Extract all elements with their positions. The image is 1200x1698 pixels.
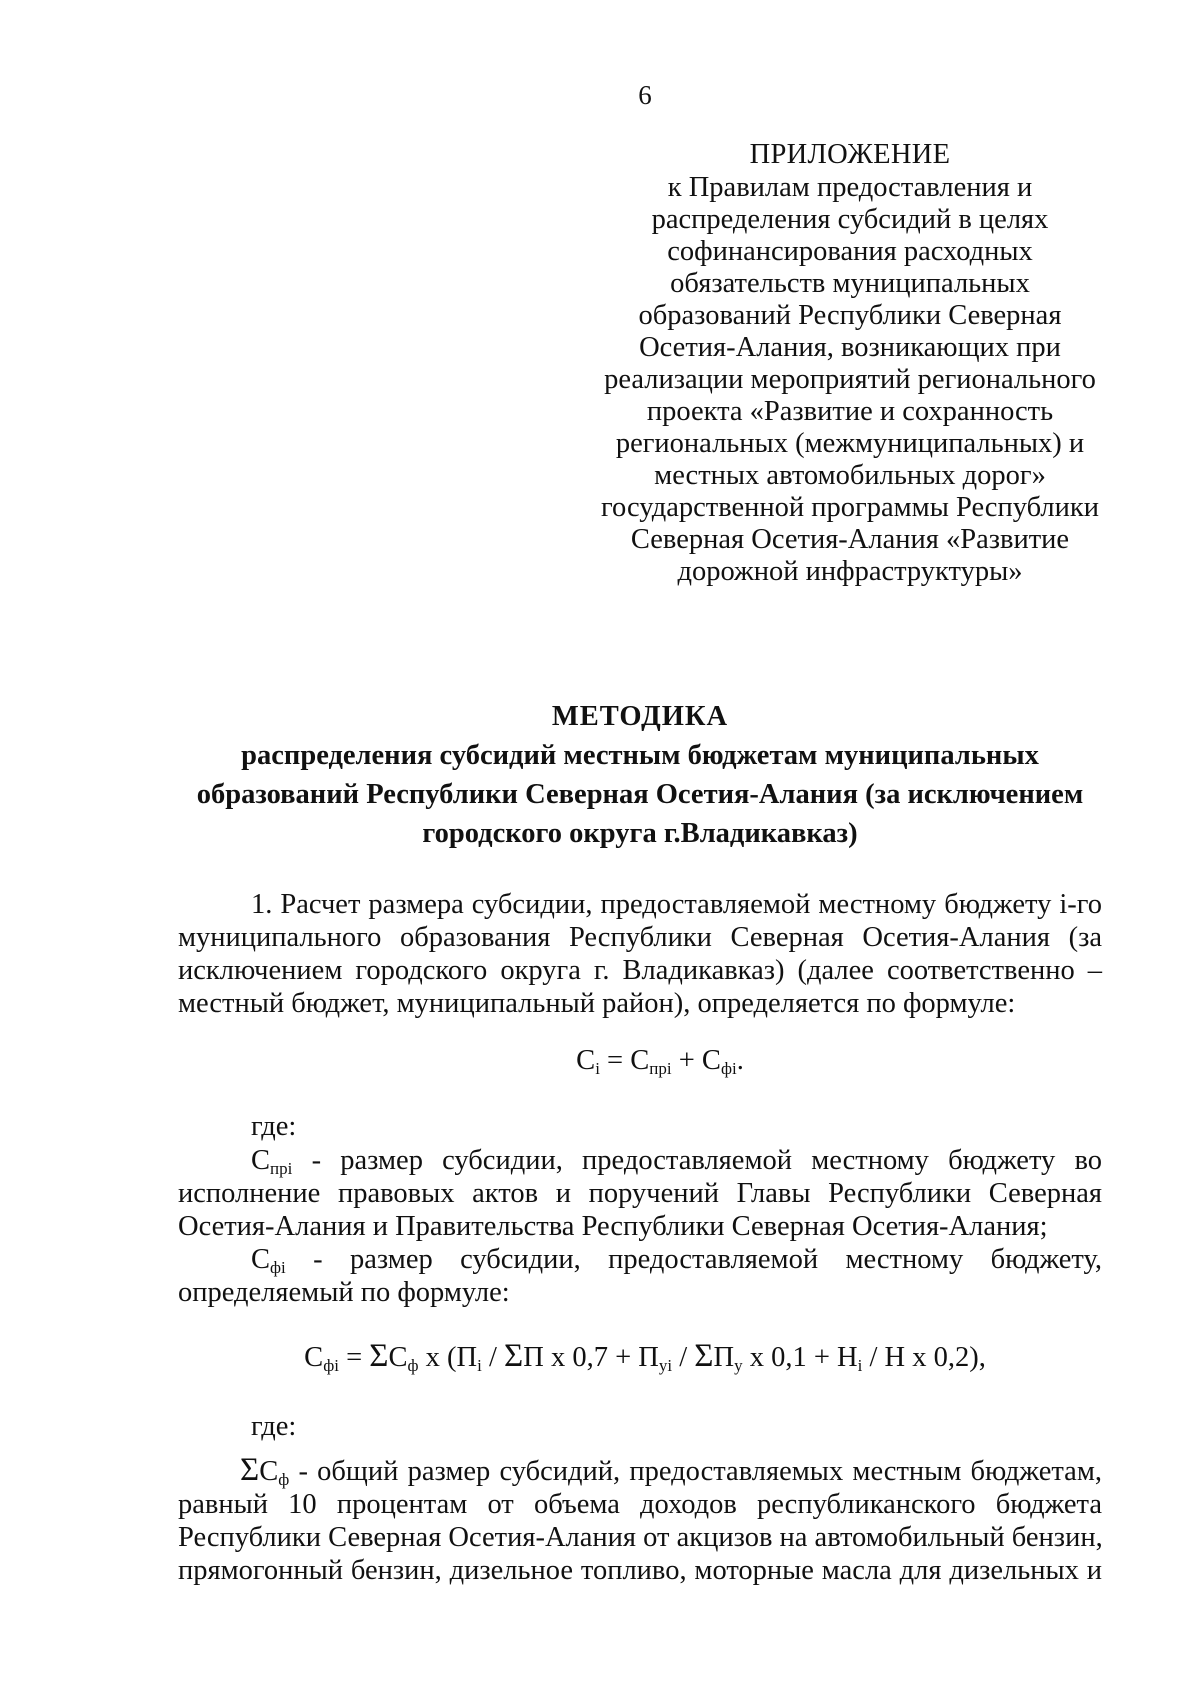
document-title — [160, 697, 1120, 853]
appendix-line: реализации мероприятий регионального — [604, 364, 1096, 395]
paragraph-line: исключением городского округа г. Владикавказ) (далее соответственно – — [178, 955, 1102, 986]
appendix-line: местных автомобильных дорог» — [654, 460, 1046, 491]
definition-line: равный 10 процентам от объема доходов республиканского бюджета — [178, 1489, 1102, 1520]
definition-line: $C_{фi}$ - размер субсидии, предоставляемой местному бюджету, — [251, 1244, 1103, 1277]
appendix-line: к Правилам предоставления и — [667, 172, 1033, 203]
appendix-heading: ПРИЛОЖЕНИЕ — [749, 139, 951, 170]
formula-distribution: $C_{фi} = \Sigma C_ф$ x ($П_i$ / ΣП x $0,7 + П_{yi} / \Sigma П_y$ x $0,1 + H_i / H$ x 0,2), — [304, 1338, 986, 1375]
appendix-line: региональных (межмуниципальных) и — [615, 428, 1085, 459]
definition-line: исполнение правовых актов и поручений Главы Республики Северная — [178, 1178, 1102, 1209]
definition-line: Республики Северная Осетия-Алания от акцизов на автомобильный бензин, — [178, 1522, 1103, 1553]
title-heading: МЕТОДИКА — [551, 701, 729, 732]
appendix-line: государственной программы Республики — [601, 492, 1099, 523]
title-line: городского округа г.Владикавказ) — [422, 818, 858, 849]
where-label: где: — [251, 1111, 297, 1142]
appendix-line: Осетия-Алания, возникающих при — [639, 332, 1061, 363]
definition-line: Осетия-Алания и Правительства Республики Северная Осетия-Алания; — [178, 1211, 1048, 1242]
paragraph-line: муниципального образования Республики Северная Осетия-Алания (за — [178, 922, 1102, 953]
formula-total: $C_i = C_{прi} + C_{фi}$. — [576, 1045, 744, 1078]
where-label: где: — [251, 1411, 297, 1442]
appendix-line: Северная Осетия-Алания «Развитие — [630, 524, 1070, 555]
definition-line: определяемый по формуле: — [178, 1277, 510, 1308]
definition-line: $C_{прi}$ - размер субсидии, предоставляемой местному бюджету во — [251, 1145, 1102, 1178]
title-line: образований Республики Северная Осетия-Алания (за исключением — [196, 779, 1084, 810]
appendix-line: дорожной инфраструктуры» — [677, 556, 1023, 587]
appendix-line: проекта «Развитие и сохранность — [646, 396, 1054, 427]
definition-line: $\Sigma C_ф$ - общий размер субсидий, предоставляемых местным бюджетам, — [240, 1452, 1102, 1489]
title-line: распределения субсидий местным бюджетам муниципальных — [241, 740, 1039, 771]
page-number: 6 — [638, 80, 652, 110]
appendix-line: образований Республики Северная — [638, 300, 1062, 331]
appendix-block — [600, 139, 1100, 588]
appendix-line: софинансирования расходных — [667, 236, 1033, 267]
appendix-line: обязательств муниципальных — [670, 268, 1030, 299]
appendix-line: распределения субсидий в целях — [651, 204, 1049, 235]
paragraph-line: местный бюджет, муниципальный район), определяется по формуле: — [178, 988, 1016, 1019]
definition-line: прямогонный бензин, дизельное топливо, моторные масла для дизельных и — [178, 1555, 1102, 1586]
paragraph-line: 1. Расчет размера субсидии, предоставляемой местному бюджету i-го — [251, 889, 1102, 920]
